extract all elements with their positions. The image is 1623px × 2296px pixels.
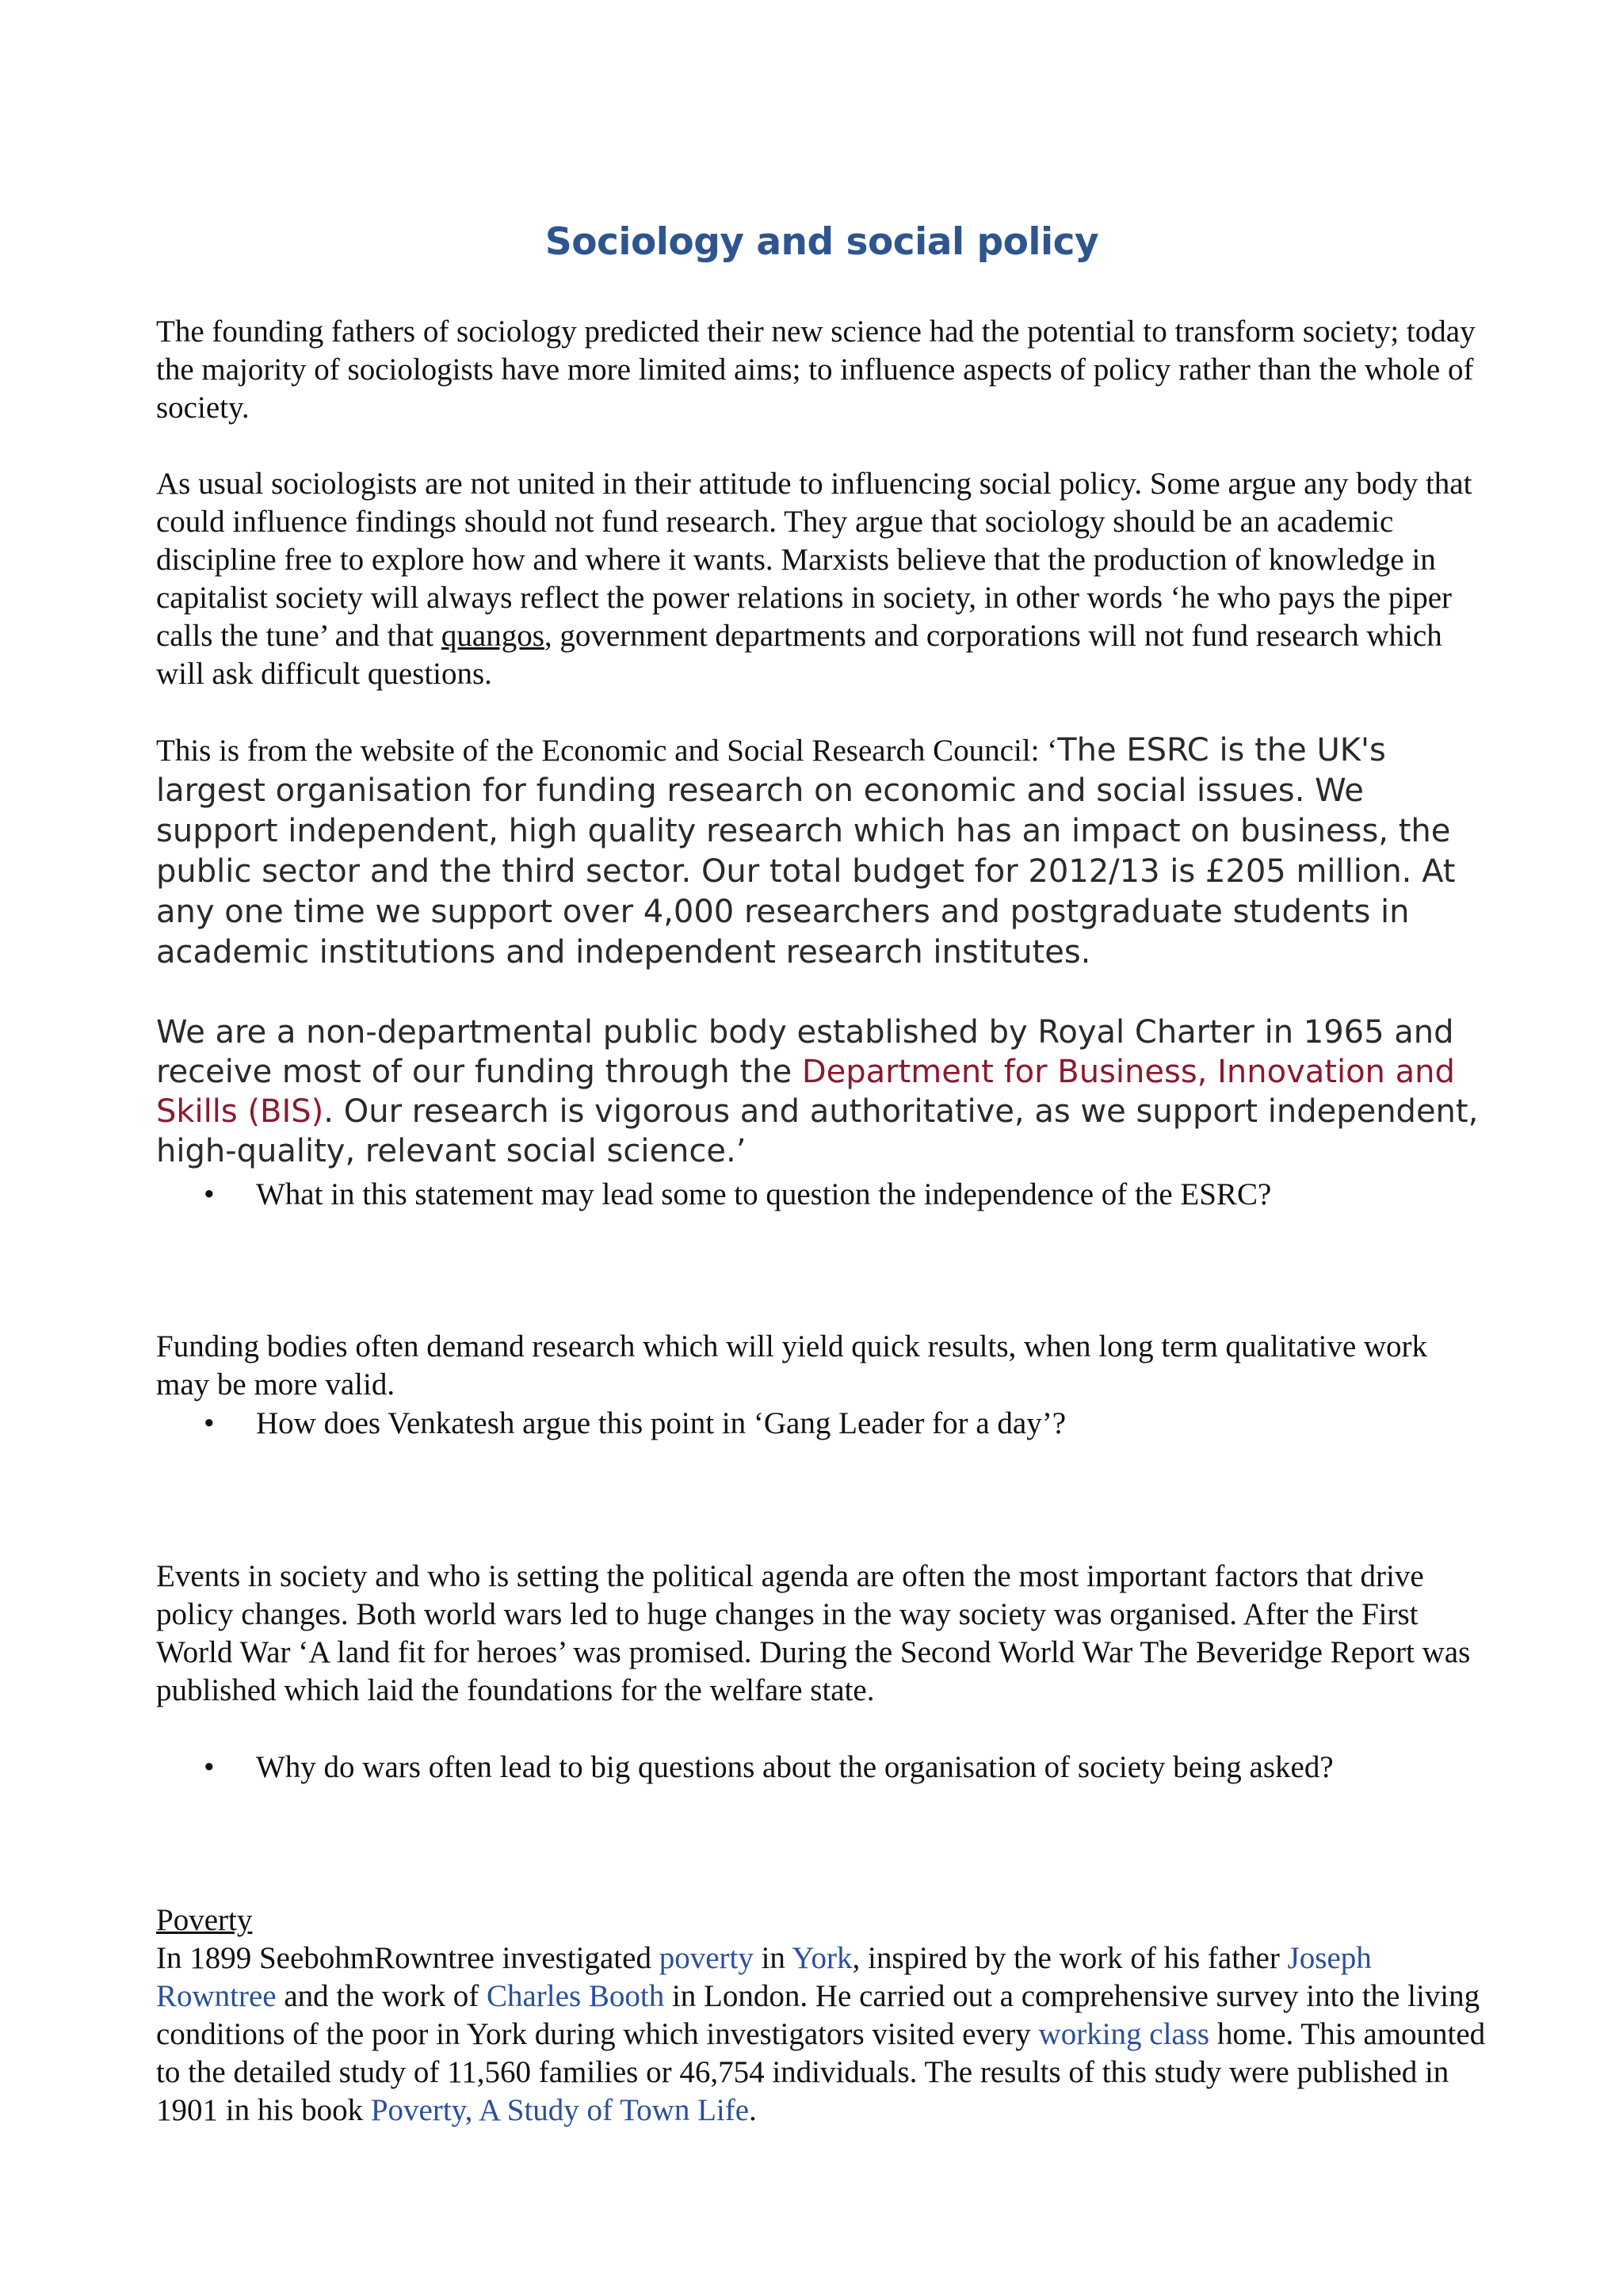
poverty-text: , inspired by the work of his father xyxy=(852,1941,1288,1975)
working-class-link[interactable]: working class xyxy=(1038,2017,1210,2051)
attitude-paragraph xyxy=(156,465,1487,693)
attitude-text-before: As usual sociologists are not united in their attitude to influencing social policy. Some argue any body that could influence findings should not fund research. They argue that sociology should be an academic discipline free to explore how and where it wants. Marxists believe that the production of knowledge in capitalist society will always reflect the power relations in society, in other words ‘he who pays the piper calls the tune’ and that xyxy=(156,467,1472,653)
esrc-quote-block xyxy=(156,730,1487,1171)
bullet-icon: • xyxy=(204,1750,215,1784)
page-title: Sociology and social policy xyxy=(544,220,1099,264)
esrc-quote-part1: The ESRC is the UK's largest organisation for funding research on economic and social issues. We support independent, high quality research which has an impact on business, the public sector and the third sector. Our total budget for 2012/13 is £205 million. At any one time we support over 4,000 researchers and postgraduate students in academic institutions and independent research institutes. xyxy=(156,732,1456,971)
esrc-quote-before: We are a non-departmental public body established by Royal Charter in 1965 and receive most of our funding through the xyxy=(156,1014,1454,1090)
funding-paragraph: Funding bodies often demand research which will yield quick results, when long term qualitative work may be more valid. xyxy=(156,1329,1428,1402)
poverty-link[interactable]: poverty xyxy=(659,1941,754,1975)
poverty-text: in xyxy=(753,1941,792,1975)
bullet-icon: • xyxy=(204,1406,215,1440)
events-paragraph: Events in society and who is setting the political agenda are often the most important factors that drive policy changes. Both world wars led to huge changes in the way society was organised. After the First World War ‘A land fit for heroes’ was promised. During the Second World War The Beveridge Report was published which laid the foundations for the welfare state. xyxy=(156,1559,1471,1707)
poverty-text: and the work of xyxy=(276,1979,487,2013)
joseph-rowntree-link[interactable]: Joseph Rowntree xyxy=(156,1941,1372,2013)
quangos-link[interactable]: quangos xyxy=(441,619,544,653)
esrc-intro: This is from the website of the Economic and Social Research Council: ‘ xyxy=(156,734,1058,768)
bullet-item-esrc xyxy=(204,1176,1271,1214)
esrc-paragraph xyxy=(156,730,1487,973)
esrc-quote-part2 xyxy=(156,1013,1487,1171)
intro-paragraph: The founding fathers of sociology predicted their new science had the potential to transform society; today the majority of sociologists have more limited aims; to influence aspects of policy rather than the whole of society. xyxy=(156,315,1476,425)
poverty-text: In 1899 SeebohmRowntree investigated xyxy=(156,1941,659,1975)
poverty-text: in London. He carried out a comprehensive survey into the living conditions of the poor in York during which investigators visited every xyxy=(156,1979,1480,2051)
bullet-text: Why do wars often lead to big questions about the organisation of society being asked? xyxy=(256,1750,1334,1784)
esrc-quote-after: . Our research is vigorous and authoritative, as we support independent, high-quality, relevant social science.’ xyxy=(156,1093,1479,1169)
poverty-section xyxy=(156,1901,1487,2130)
bullet-item-wars xyxy=(204,1749,1334,1787)
charles-booth-link[interactable]: Charles Booth xyxy=(486,1979,665,2013)
attitude-text-after: , government departments and corporations will not fund research which will ask difficult questions. xyxy=(156,619,1442,691)
poverty-text: . xyxy=(749,2093,757,2127)
bullet-item-venkatesh xyxy=(204,1405,1066,1443)
bullet-icon: • xyxy=(204,1177,215,1211)
poverty-book-link[interactable]: Poverty, A Study of Town Life xyxy=(370,2093,750,2127)
bullet-text: What in this statement may lead some to question the independence of the ESRC? xyxy=(256,1177,1272,1211)
bis-link[interactable]: Department for Business, Innovation and Skills (BIS) xyxy=(156,1054,1455,1130)
poverty-heading: Poverty xyxy=(156,1903,253,1937)
poverty-paragraph xyxy=(156,1939,1487,2130)
york-link[interactable]: York xyxy=(792,1941,853,1975)
poverty-text: home. This amounted to the detailed study of 11,560 families or 46,754 individuals. The results of this study were published in 1901 in his book xyxy=(156,2017,1486,2127)
bullet-text: How does Venkatesh argue this point in ‘Gang Leader for a day’? xyxy=(256,1406,1066,1440)
